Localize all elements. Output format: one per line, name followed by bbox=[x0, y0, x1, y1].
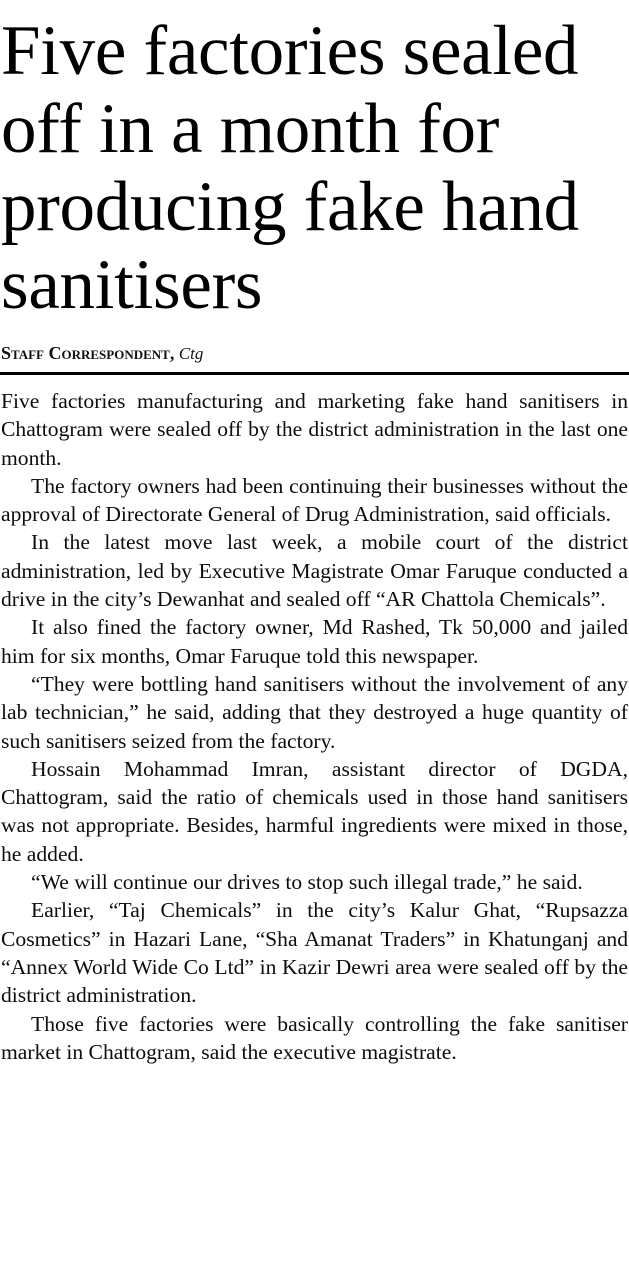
paragraph: “We will continue our drives to stop such illegal trade,” he said. bbox=[31, 870, 583, 895]
divider-rule bbox=[0, 372, 629, 375]
paragraph: In the latest move last week, a mobile court of the district administration, led by Executive Magistrate Omar Faruque conducted a drive in the city’s Dewanhat and sealed off “AR Chattola Chemicals”. bbox=[1, 530, 628, 612]
paragraph: Five factories manufacturing and marketing fake hand sanitisers in Chattogram were sealed off by the district administration in the last one month. bbox=[1, 389, 628, 470]
article-body bbox=[1, 387, 628, 1066]
paragraph: Earlier, “Taj Chemicals” in the city’s Kalur Ghat, “Rupsazza Cosmetics” in Hazari Lane, “Sha Amanat Traders” in Khatunganj and “Annex World Wide Co Ltd” in Kazir Dewri area were sealed off by the district administration. bbox=[1, 898, 628, 1008]
paragraph: Those five factories were basically controlling the fake sanitiser market in Chattogram, said the executive magistrate. bbox=[1, 1011, 628, 1064]
paragraph: “They were bottling hand sanitisers without the involvement of any lab technician,” he said, adding that they destroyed a huge quantity of such sanitisers seized from the factory. bbox=[1, 671, 628, 753]
paragraph: It also fined the factory owner, Md Rashed, Tk 50,000 and jailed him for six months, Omar Faruque told this newspaper. bbox=[1, 615, 628, 668]
byline-location: Ctg bbox=[178, 344, 204, 363]
paragraph: Hossain Mohammad Imran, assistant director of DGDA, Chattogram, said the ratio of chemicals used in those hand sanitisers was not appropriate. Besides, harmful ingredients were mixed in those, he added. bbox=[1, 756, 628, 866]
headline: Five factories sealed off in a month for producing fake hand sanitisers bbox=[1, 12, 579, 324]
byline-author: Staff Correspondent, bbox=[1, 343, 175, 363]
byline bbox=[1, 341, 629, 366]
paragraph: The factory owners had been continuing their businesses without the approval of Directorate General of Drug Administration, said officials. bbox=[1, 473, 628, 527]
